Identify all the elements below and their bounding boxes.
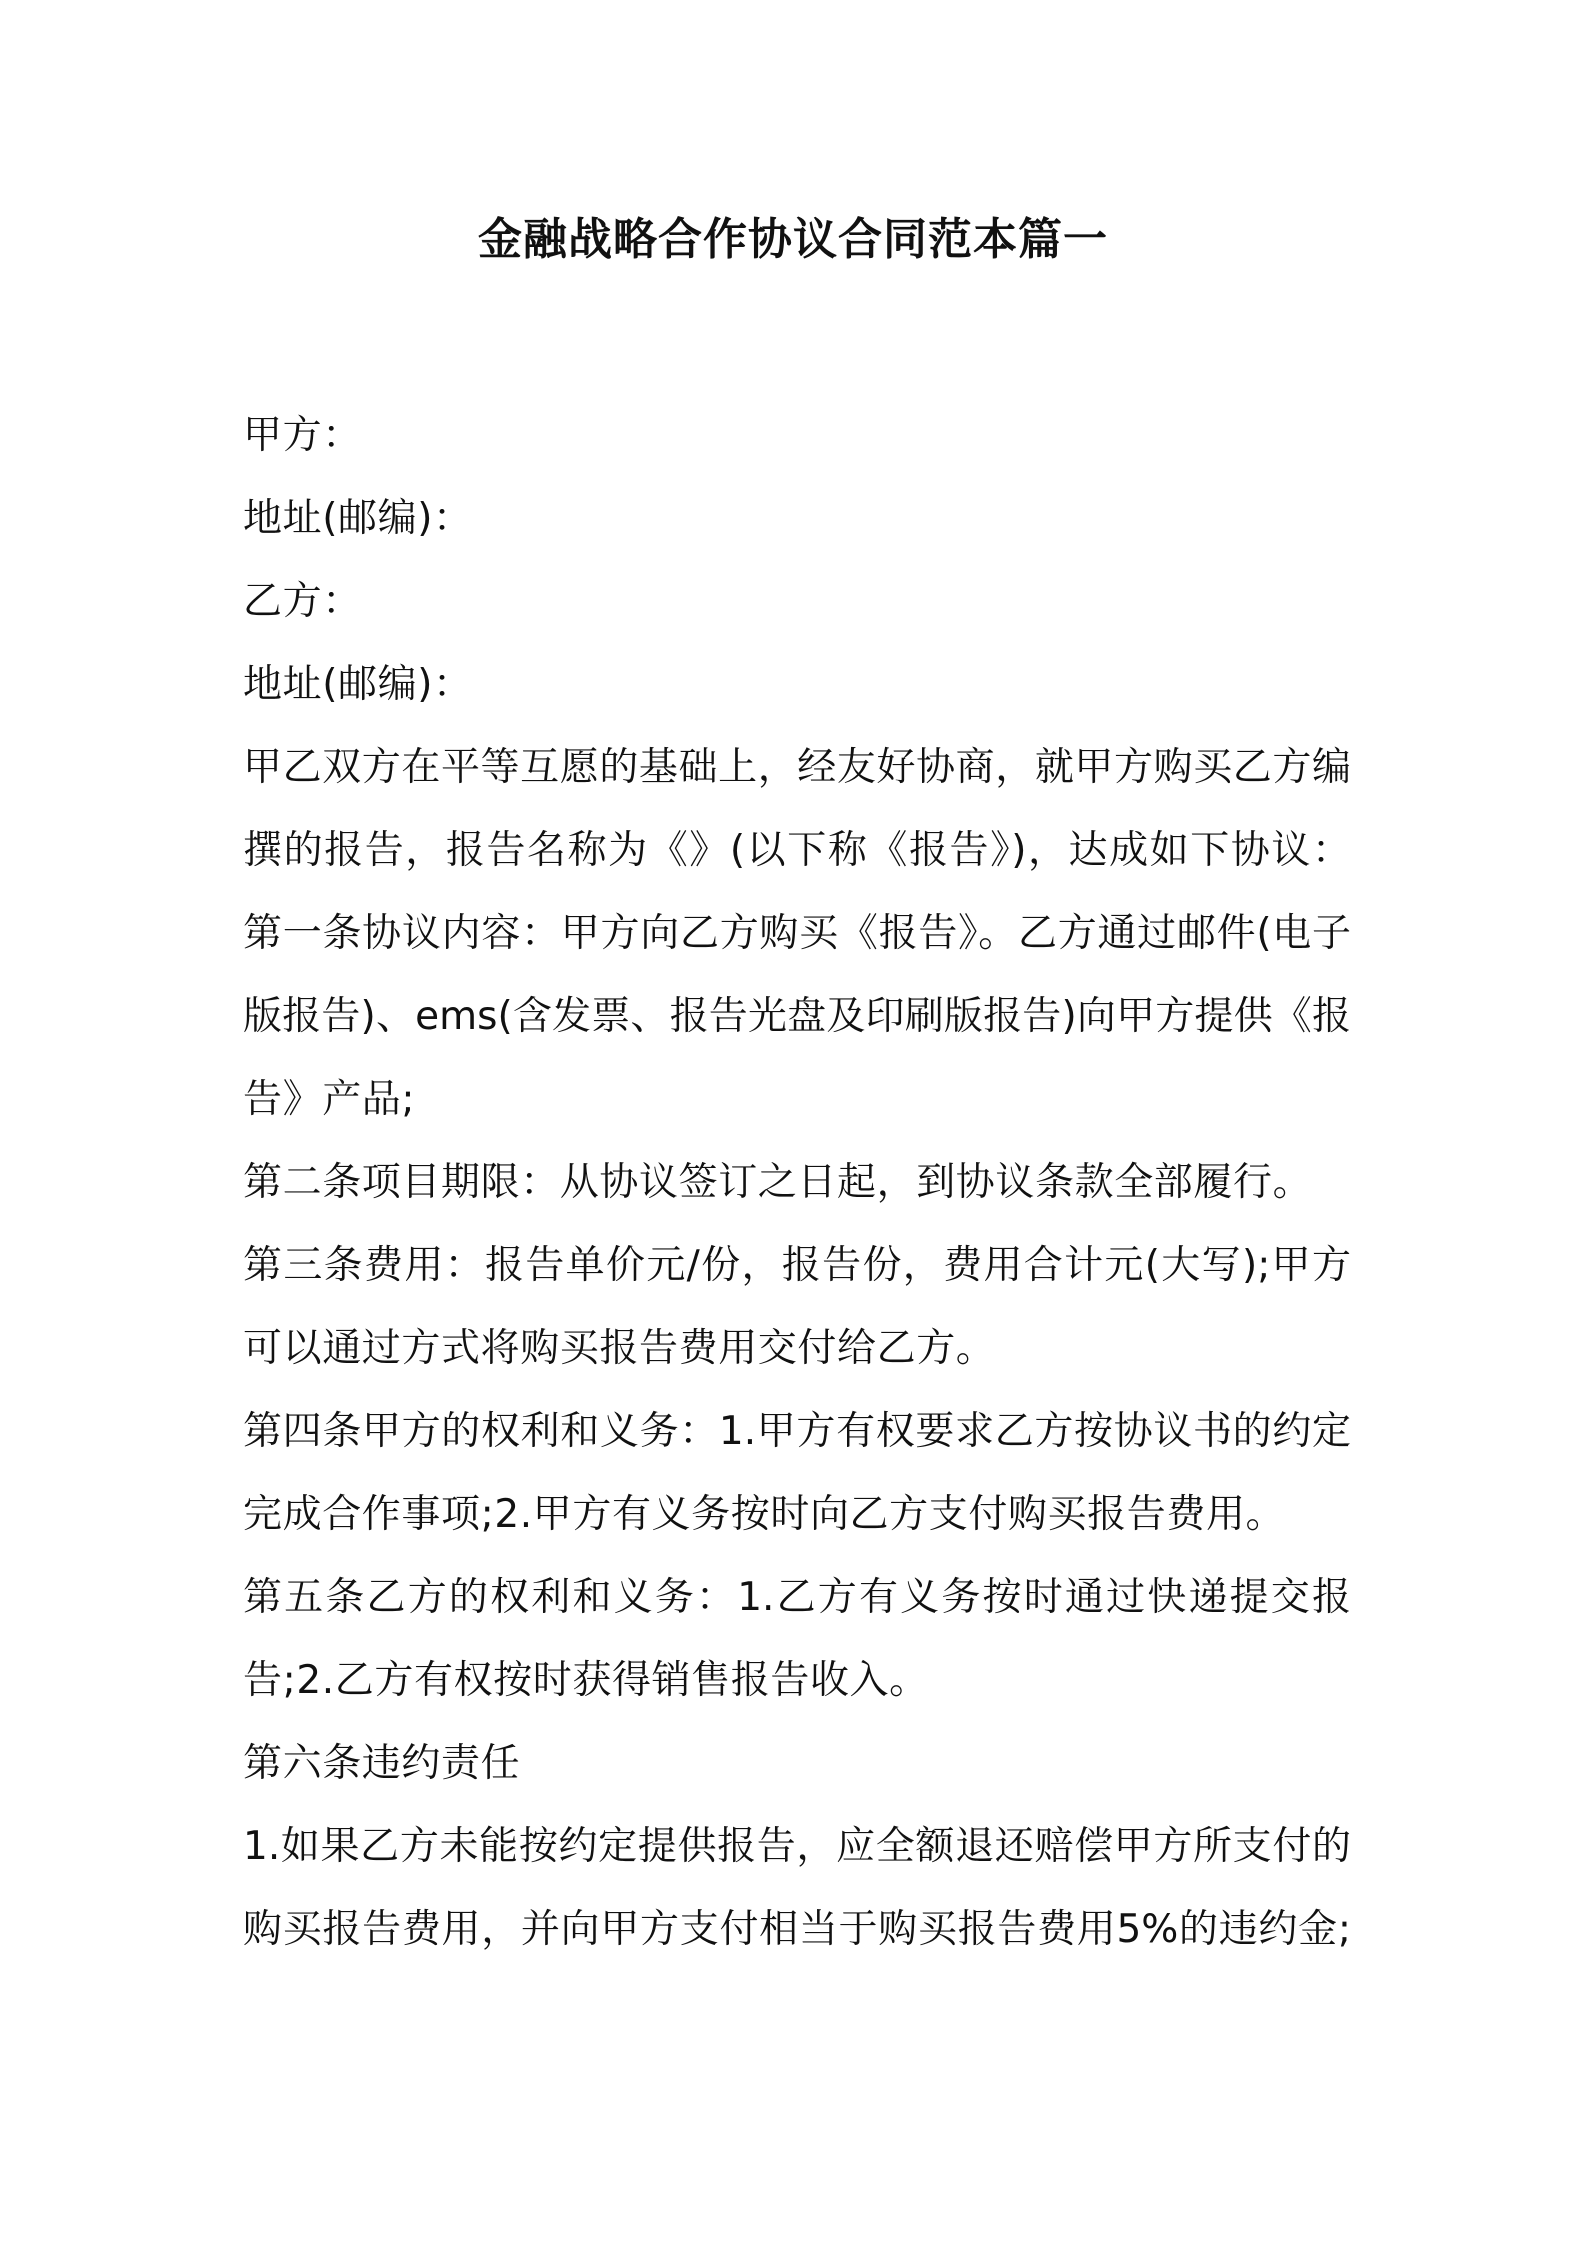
article-5-line-2: 告;2.乙方有权按时获得销售报告收入。 xyxy=(243,1658,929,1703)
article-1-line-3: 告》产品; xyxy=(243,1077,416,1122)
article-3-line-2: 可以通过方式将购买报告费用交付给乙方。 xyxy=(243,1326,996,1371)
article-2-line-1: 第二条项目期限：从协议签订之日起，到协议条款全部履行。 xyxy=(243,1160,1313,1205)
party-a-label: 甲方： xyxy=(243,413,362,458)
intro-line-2: 撰的报告，报告名称为《》(以下称《报告》)，达成如下协议： xyxy=(243,828,1351,873)
article-4-line-2: 完成合作事项;2.甲方有义务按时向乙方支付购买报告费用。 xyxy=(243,1492,1286,1537)
article-1-line-1: 第一条协议内容：甲方向乙方购买《报告》。乙方通过邮件(电子 xyxy=(243,911,1351,956)
article-1-line-2: 版报告)、ems(含发票、报告光盘及印刷版报告)向甲方提供《报 xyxy=(243,994,1351,1039)
article-3-line-1: 第三条费用：报告单价元/份，报告份，费用合计元(大写);甲方 xyxy=(243,1243,1351,1288)
article-5-line-1: 第五条乙方的权利和义务：1.乙方有义务按时通过快递提交报 xyxy=(243,1575,1351,1620)
party-b-label: 乙方： xyxy=(243,579,362,624)
article-4-line-1: 第四条甲方的权利和义务：1.甲方有权要求乙方按协议书的约定 xyxy=(243,1409,1351,1454)
document-title: 金融战略合作协议合同范本篇一 xyxy=(478,214,1108,265)
party-b-address-label: 地址(邮编)： xyxy=(243,662,473,707)
party-a-address-label: 地址(邮编)： xyxy=(243,496,473,541)
article-6-clause-1-line-2: 购买报告费用，并向甲方支付相当于购买报告费用5%的违约金; xyxy=(243,1907,1351,1952)
article-6-clause-1-line-1: 1.如果乙方未能按约定提供报告，应全额退还赔偿甲方所支付的 xyxy=(243,1824,1351,1869)
intro-line-1: 甲乙双方在平等互愿的基础上，经友好协商，就甲方购买乙方编 xyxy=(243,745,1351,790)
article-6-heading: 第六条违约责任 xyxy=(243,1741,521,1786)
